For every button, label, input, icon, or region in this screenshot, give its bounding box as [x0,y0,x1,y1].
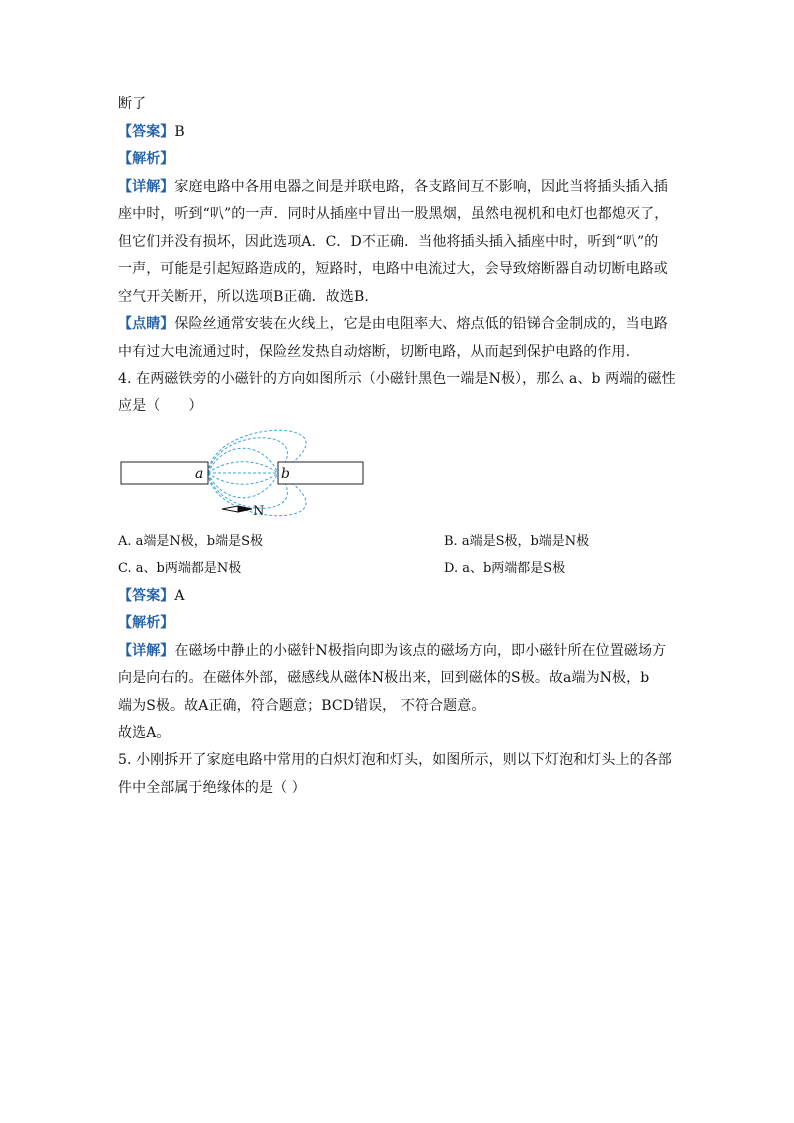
q4-option-b: B. a端是S极，b端是N极 [444,534,590,549]
q3-answer-line [118,124,185,140]
q4-detail-line-2: 向是向右的。在磁体外部，磁感线从磁体N极出来，回到磁体的S极。故a端为N极，b [118,670,650,686]
q4-detail-line-3: 端为S极。故A正确，符合题意；BCD错误， 不符合题意。 [118,698,486,714]
field-line [208,473,278,498]
needle-label-n: N [253,504,265,519]
q3-comment-text-1: 保险丝通常安装在火线上，它是由电阻率大、熔点低的铅锑合金制成的，当电路 [174,316,668,332]
q3-detail-text-1: 家庭电路中各用电器之间是并联电路，各支路间互不影响，因此当将插头插入插 [174,179,668,195]
q3-analysis-line [118,151,174,167]
q4-option-a: A. a端是N极，b端是S极 [118,534,264,549]
q3-detail-line-3: 但它们并没有损坏，因此选项A．C．D不正确．当他将插头插入插座中时，听到“叭”的 [118,234,659,250]
q4-analysis-tag: 【解析】 [118,615,175,631]
q3-detail-line-4: 一声，可能是引起短路造成的，短路时，电路中电流过大，会导致熔断器自动切断电路或 [118,261,668,277]
field-line [208,462,278,473]
field-line [208,473,278,484]
q4-answer-value: A [174,588,185,604]
field-line [208,473,287,508]
q4-answer-line [118,588,185,604]
q3-tail-text: 断了 [118,96,147,112]
q3-comment-tag: 【点睛】 [118,316,175,332]
q4-detail-line-4: 故选A。 [118,725,171,741]
q3-detail-tag: 【详解】 [118,179,175,195]
q3-comment-line-1 [118,316,668,332]
q3-answer-tag: 【答案】 [118,124,175,140]
field-line [208,448,278,473]
magnet-right [278,462,363,484]
needle-south-half [222,506,238,512]
q4-answer-tag: 【答案】 [118,588,175,604]
q3-analysis-tag: 【解析】 [118,151,175,167]
q3-detail-line-2: 座中时，听到“叭”的一声．同时从插座中冒出一股黑烟，虽然电视机和电灯也都熄灭了， [118,206,669,222]
q3-answer-value: B [174,124,185,140]
q4-stem-line-2: 应是（ ） [118,398,203,414]
label-a: a [195,466,204,482]
q3-comment-line-2: 中有过大电流通过时，保险丝发热自动熔断，切断电路，从而起到保护电路的作用. [118,344,631,360]
q5-stem-line-2: 件中全部属于绝缘体的是（ ） [118,780,306,796]
q4-detail-line-1 [118,643,666,659]
label-b: b [281,466,290,482]
q4-option-d: D. a、b两端都是S极 [444,561,566,576]
q4-detail-text-1: 在磁场中静止的小磁针N极指向即为该点的磁场方向，即小磁针所在位置磁场方 [174,643,667,659]
q4-detail-tag: 【详解】 [118,643,175,659]
q3-detail-line-5: 空气开关断开，所以选项B正确．故选B. [118,289,369,305]
q5-stem-line-1: 5. 小刚拆开了家庭电路中常用的白炽灯泡和灯头，如图所示，则以下灯泡和灯头上的各部 [118,752,672,768]
q4-analysis-line [118,615,174,631]
q4-option-c: C. a、b两端都是N极 [118,561,242,576]
field-line [208,438,287,473]
q3-detail-line-1 [118,179,668,195]
q4-stem-line-1: 4. 在两磁铁旁的小磁针的方向如图所示（小磁针黑色一端是N极），那么 a、b 两端的磁性 [118,371,676,387]
q4-magnet-figure [118,418,368,526]
